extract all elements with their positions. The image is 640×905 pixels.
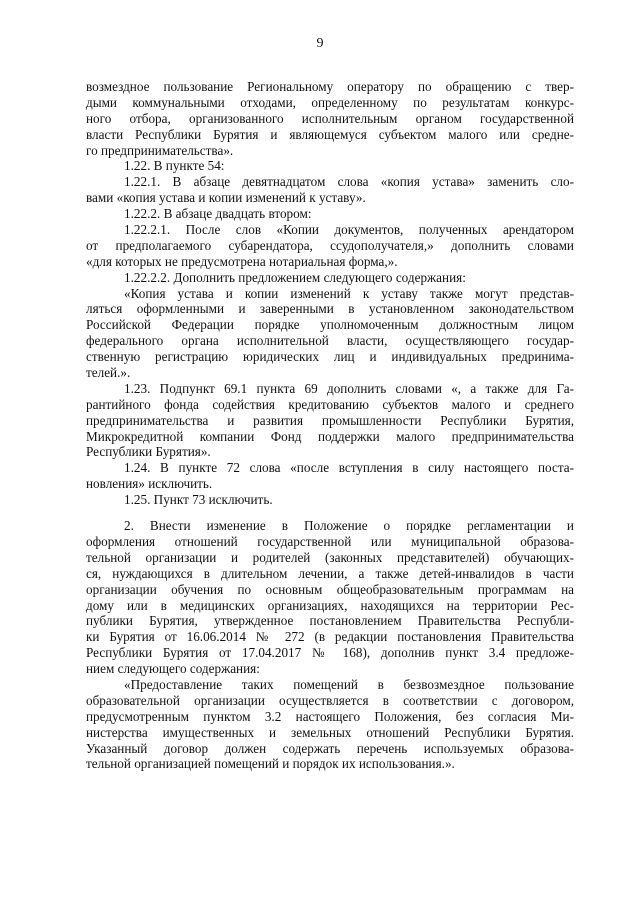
- text-line: от предполагаемого субарендатора, ссудополучателя,» дополнить словами: [86, 237, 574, 253]
- text-line: оформления отношений государственной или муниципальной образова-: [86, 533, 574, 549]
- text-line: ственную регистрацию юридических лиц и индивидуальных предринима-: [86, 349, 574, 365]
- text-line: тельной организацией помещений и порядок их использования.».: [86, 756, 455, 772]
- text-line: Указанный договор должен содержать перечень используемых образова-: [86, 740, 574, 756]
- text-line: 1.22.2. В абзаце двадцать втором:: [124, 206, 312, 222]
- text-line: 1.24. В пункте 72 слова «после вступления в силу настоящего поста-: [124, 460, 574, 476]
- text-line: 1.25. Пункт 73 исключить.: [124, 492, 273, 508]
- text-line: власти Республики Бурятия и являющемуся субъектом малого или средне-: [86, 126, 574, 142]
- text-line: 1.22.2.2. Дополнить предложением следующего содержания:: [124, 269, 466, 285]
- text-line: тельной организации и родителей (законных представителей) обучающих-: [86, 549, 574, 565]
- text-line: новления» исключить.: [86, 476, 213, 492]
- text-line: телей.».: [86, 365, 131, 381]
- text-line: 1.23. Подпункт 69.1 пункта 69 дополнить словами «, а также для Га-: [124, 380, 574, 396]
- text-line: ного отбора, организованного исполнительным органом государственной: [86, 110, 574, 126]
- text-line: ся, нуждающихся в длительном лечении, а также детей-инвалидов в части: [86, 565, 574, 581]
- paragraph-gap: [86, 508, 574, 518]
- text-line: образовательной организации осуществляется в соответствии с договором,: [86, 692, 574, 708]
- text-line: 1.22.1. В абзаце девятнадцатом слова «копия устава» заменить сло-: [124, 174, 574, 190]
- text-line: публики Бурятия, утвержденное постановлением Правительства Республи-: [86, 613, 574, 629]
- text-line: возмездное пользование Региональному оператору по обращению с твер-: [86, 79, 574, 94]
- text-line: нием следующего содержания:: [86, 661, 260, 677]
- text-line: ляться оформленными и заверенными в установленном законодательством: [86, 301, 574, 317]
- text-line: «Копия устава и копии изменений к уставу также могут представ-: [124, 285, 574, 301]
- text-line: «Предоставление таких помещений в безвозмездное пользование: [124, 676, 574, 692]
- text-line: Российской Федерации порядке уполномоченным должностным лицом: [86, 317, 574, 333]
- text-line: Микрокредитной компании Фонд поддержки малого предпринимательства: [86, 428, 574, 444]
- text-line: «для которых не предусмотрена нотариальная форма,».: [86, 253, 398, 269]
- text-line: предпринимательства и развития промышленности Республики Бурятия,: [86, 412, 574, 428]
- text-line: рантийного фонда содействия кредитованию субъектов малого и среднего: [86, 396, 574, 412]
- text-line: Республики Бурятия от 17.04.2017 № 168), дополнив пункт 3.4 предложе-: [86, 645, 574, 661]
- text-line: вами «копия устава и копии изменений к уставу».: [86, 190, 366, 206]
- text-line: предусмотренным пунктом 3.2 настоящего Положения, без согласия Ми-: [86, 708, 574, 724]
- text-line: 1.22. В пункте 54:: [124, 158, 225, 174]
- text-line: Республики Бурятия».: [86, 444, 211, 460]
- page-number: 9: [316, 36, 324, 51]
- text-line: го предпринимательства».: [86, 142, 234, 158]
- text-line: 1.22.2.1. После слов «Копии документов, полученных арендатором: [124, 222, 574, 238]
- text-line: ки Бурятия от 16.06.2014 № 272 (в редакции постановления Правительства: [86, 629, 574, 645]
- text-line: 2. Внести изменение в Положение о порядке регламентации и: [124, 518, 574, 534]
- text-line: дыми коммунальными отходами, определенному по результатам конкурс-: [86, 94, 574, 110]
- text-line: нистерства имущественных и земельных отношений Республики Бурятия.: [86, 724, 574, 740]
- document-body: [86, 79, 574, 772]
- text-line: федерального органа исполнительной власти, осуществляющего государ-: [86, 333, 574, 349]
- text-line: организации обучения по основным общеобразовательным программам на: [86, 581, 574, 597]
- text-line: дому или в медицинских организациях, находящихся на территории Рес-: [86, 597, 574, 613]
